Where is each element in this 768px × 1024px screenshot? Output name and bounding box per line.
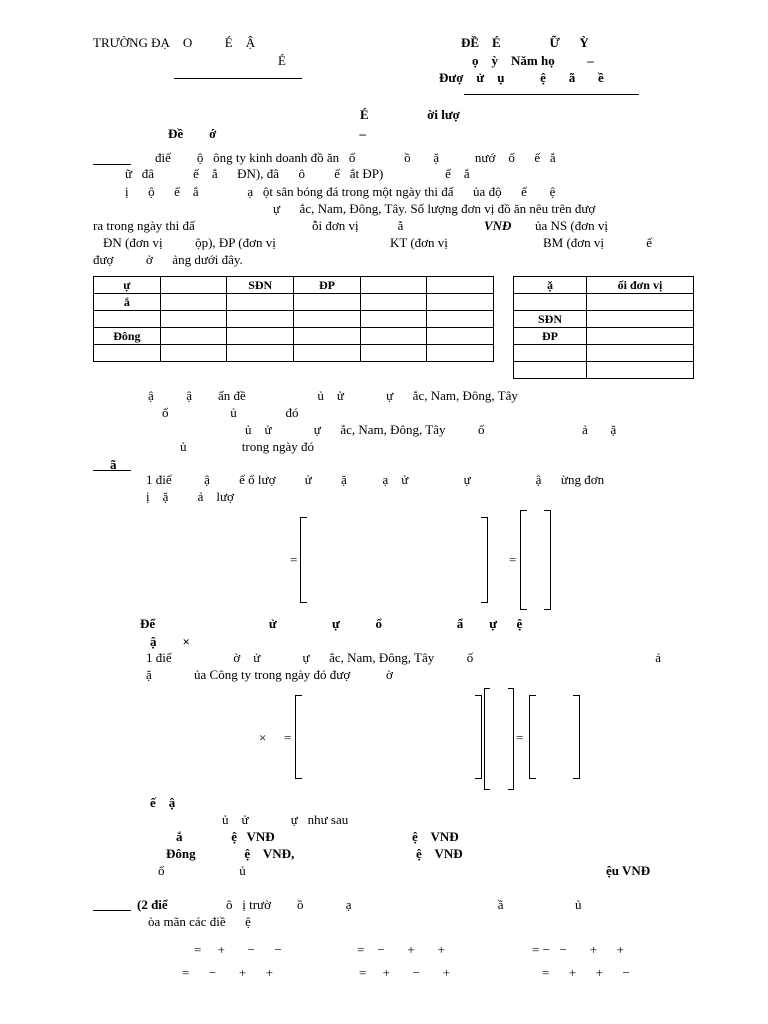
table1-cell	[427, 311, 494, 328]
q1-line5b: ỗi đơn vị ằ	[312, 218, 404, 233]
equation-b2: = + − +	[359, 965, 451, 980]
table1-row	[94, 311, 494, 328]
quantity-table	[93, 276, 494, 362]
table1-cell	[160, 311, 227, 328]
table1-cell: ĐP	[294, 277, 361, 294]
table1-cell	[360, 277, 427, 294]
table2-cell	[587, 328, 694, 345]
q1-line1: điể ộ ông ty kinh doanh đồ ăn ố ồ ặ nướ ố ế ắ	[155, 150, 556, 165]
matrix2-right-bracket	[544, 510, 551, 610]
q1-line5-currency: VNĐ	[484, 218, 512, 233]
answer2-line1: Để ử ự ổ ẩ ự ệ	[140, 616, 523, 631]
table1-cell	[227, 328, 294, 345]
table1-row	[94, 277, 494, 294]
answer3-line3a: ắ ệ VNĐ	[176, 829, 275, 844]
matrix2-equals: =	[509, 552, 517, 567]
answer3-line4b: ệ VNĐ	[416, 846, 463, 861]
matrix1-equals: =	[290, 552, 298, 567]
answer3-total: ệu VNĐ	[606, 863, 651, 878]
q2-line1: ô ị trườ ồ ạ ầ ủ	[226, 897, 582, 912]
table1-cell	[227, 294, 294, 311]
task-b-line1: ủ ử ự ắc, Nam, Đông, Tây ố ả ặ	[245, 422, 617, 437]
q1-line5a: ra trong ngày thi đấ	[93, 218, 195, 233]
table1-cell: ắ	[94, 294, 161, 311]
table2-cell	[587, 362, 694, 379]
table1-row	[94, 345, 494, 362]
table2-cell: ặ	[514, 277, 587, 294]
table2-cell	[514, 362, 587, 379]
answer2-line3: 1 điể ờ ử ự ắc, Nam, Đông, Tây ố ả	[146, 650, 662, 665]
matrix5-left-bracket	[529, 695, 536, 779]
table1-cell	[427, 277, 494, 294]
table1-cell	[360, 345, 427, 362]
q1-line5d: ủa NS (đơn vị	[535, 218, 608, 233]
q1-line4: ự ắc, Nam, Đông, Tây. Số lượng đơn vị đồ ăn nêu trên đượ	[273, 201, 596, 216]
q2-line2: òa mãn các điề ệ	[148, 914, 251, 929]
table2-cell	[587, 311, 694, 328]
table1-cell: SĐN	[227, 277, 294, 294]
table1-cell	[360, 311, 427, 328]
table1-cell	[160, 294, 227, 311]
table1-row	[94, 294, 494, 311]
table2-cell	[514, 294, 587, 311]
multiply-sign: ×	[259, 730, 267, 745]
q1-line6a: ĐN (đơn vị ộp), ĐP (đơn vị	[103, 235, 276, 250]
table2-cell	[514, 345, 587, 362]
exam-code: Đề ớ –	[168, 126, 366, 141]
answer1-line2: ị ặ ả lượ	[146, 489, 234, 504]
table2-row	[514, 345, 694, 362]
table1-cell	[360, 328, 427, 345]
task-a-line2: ố ủ đó	[162, 405, 299, 420]
table1-cell	[227, 345, 294, 362]
table1-cell	[294, 345, 361, 362]
matrix1-right-bracket	[481, 517, 488, 603]
task-a-line1: ậ ậ ấn đề ủ ử ự ắc, Nam, Đông, Tây	[148, 388, 518, 403]
answer3-line3b: ệ VNĐ	[412, 829, 459, 844]
matrix4-right-bracket	[508, 688, 514, 790]
answer2-line4: ặ ủa Công ty trong ngày đó đượ ờ	[146, 667, 393, 682]
table1-cell	[160, 345, 227, 362]
header-underline-left	[174, 78, 302, 79]
table2-row	[514, 311, 694, 328]
equation-c1: = − − + +	[532, 942, 624, 957]
table2-cell: SĐN	[514, 311, 587, 328]
table1-cell	[94, 311, 161, 328]
table2-cell: ối đơn vị	[587, 277, 694, 294]
answer2-line2: ậ ×	[150, 634, 190, 649]
table1-cell: ự	[94, 277, 161, 294]
table2-cell	[587, 294, 694, 311]
table1-cell	[427, 294, 494, 311]
matrix2-left-bracket	[520, 510, 527, 610]
table1-cell: Đông	[94, 328, 161, 345]
matrix1-left-bracket	[300, 517, 307, 603]
answer-label: ã	[110, 457, 117, 472]
equation-a1: = + − −	[194, 942, 282, 957]
matrix3-right-bracket	[475, 695, 482, 779]
matrix5-equals: =	[516, 730, 524, 745]
table2-row	[514, 362, 694, 379]
question1-label-underline	[93, 164, 131, 165]
table1-cell	[294, 328, 361, 345]
table1-row	[94, 328, 494, 345]
table1-cell	[427, 328, 494, 345]
task-b-line2: ủ trong ngày đó	[180, 439, 314, 454]
table1-cell	[227, 311, 294, 328]
exam-duration: É ời lượ	[360, 107, 460, 122]
school-name: TRƯỜNG ĐẠ O É Ậ	[93, 35, 256, 50]
q1-line7: đượ ở ảng dưới đây.	[93, 252, 243, 267]
exam-title: ĐỀ É Ữ Ỳ	[461, 35, 589, 50]
table1-cell	[294, 311, 361, 328]
table1-cell	[94, 345, 161, 362]
table1-cell	[360, 294, 427, 311]
table1-cell	[160, 328, 227, 345]
question2-points: (2 điể	[137, 897, 168, 912]
q1-line3: ị ộ ế ắ ạ ột sân bóng đá trong một ngày thi đấ ủa độ ế ệ	[125, 184, 556, 199]
answer3-line4a: Đông ệ VNĐ,	[166, 846, 295, 861]
question2-label-underline	[93, 910, 131, 911]
answer-label-underline	[93, 470, 131, 471]
answer3-line1: ế ậ	[150, 795, 176, 810]
q1-line6c: BM (đơn vị ế	[543, 235, 653, 250]
table2-cell	[587, 345, 694, 362]
table2-row	[514, 328, 694, 345]
matrix3-equals: =	[284, 730, 292, 745]
table1-cell	[427, 345, 494, 362]
price-table	[513, 276, 694, 379]
table2-row	[514, 294, 694, 311]
materials-allowed: Đượ ử ụ ệ ã ề	[439, 70, 604, 85]
answer3-line2: ủ ử ự như sau	[222, 812, 349, 827]
q1-line6b: KT (đơn vị	[390, 235, 448, 250]
school-year: ọ ỳ Năm họ –	[472, 53, 594, 68]
table1-cell	[294, 294, 361, 311]
matrix4-left-bracket	[484, 688, 490, 790]
matrix3-left-bracket	[295, 695, 302, 779]
table2-cell: ĐP	[514, 328, 587, 345]
equation-c2: = + + −	[542, 965, 630, 980]
equation-a2: = − + +	[182, 965, 274, 980]
q1-line2: ữ đâ ế ắ ĐN), đâ ô ế ắt ĐP) ế ắ	[125, 166, 470, 181]
header-underline-right	[464, 94, 639, 95]
answer1-line1: 1 điể ậ ể ố lượ ử ặ ạ ử ự ậ ừng đơn	[146, 472, 605, 487]
equation-b1: = − + +	[357, 942, 445, 957]
table1-cell	[160, 277, 227, 294]
matrix5-right-bracket	[573, 695, 580, 779]
table2-row	[514, 277, 694, 294]
school-name-line2: É	[278, 53, 286, 68]
answer3-line5a: ố ủ	[158, 863, 246, 878]
